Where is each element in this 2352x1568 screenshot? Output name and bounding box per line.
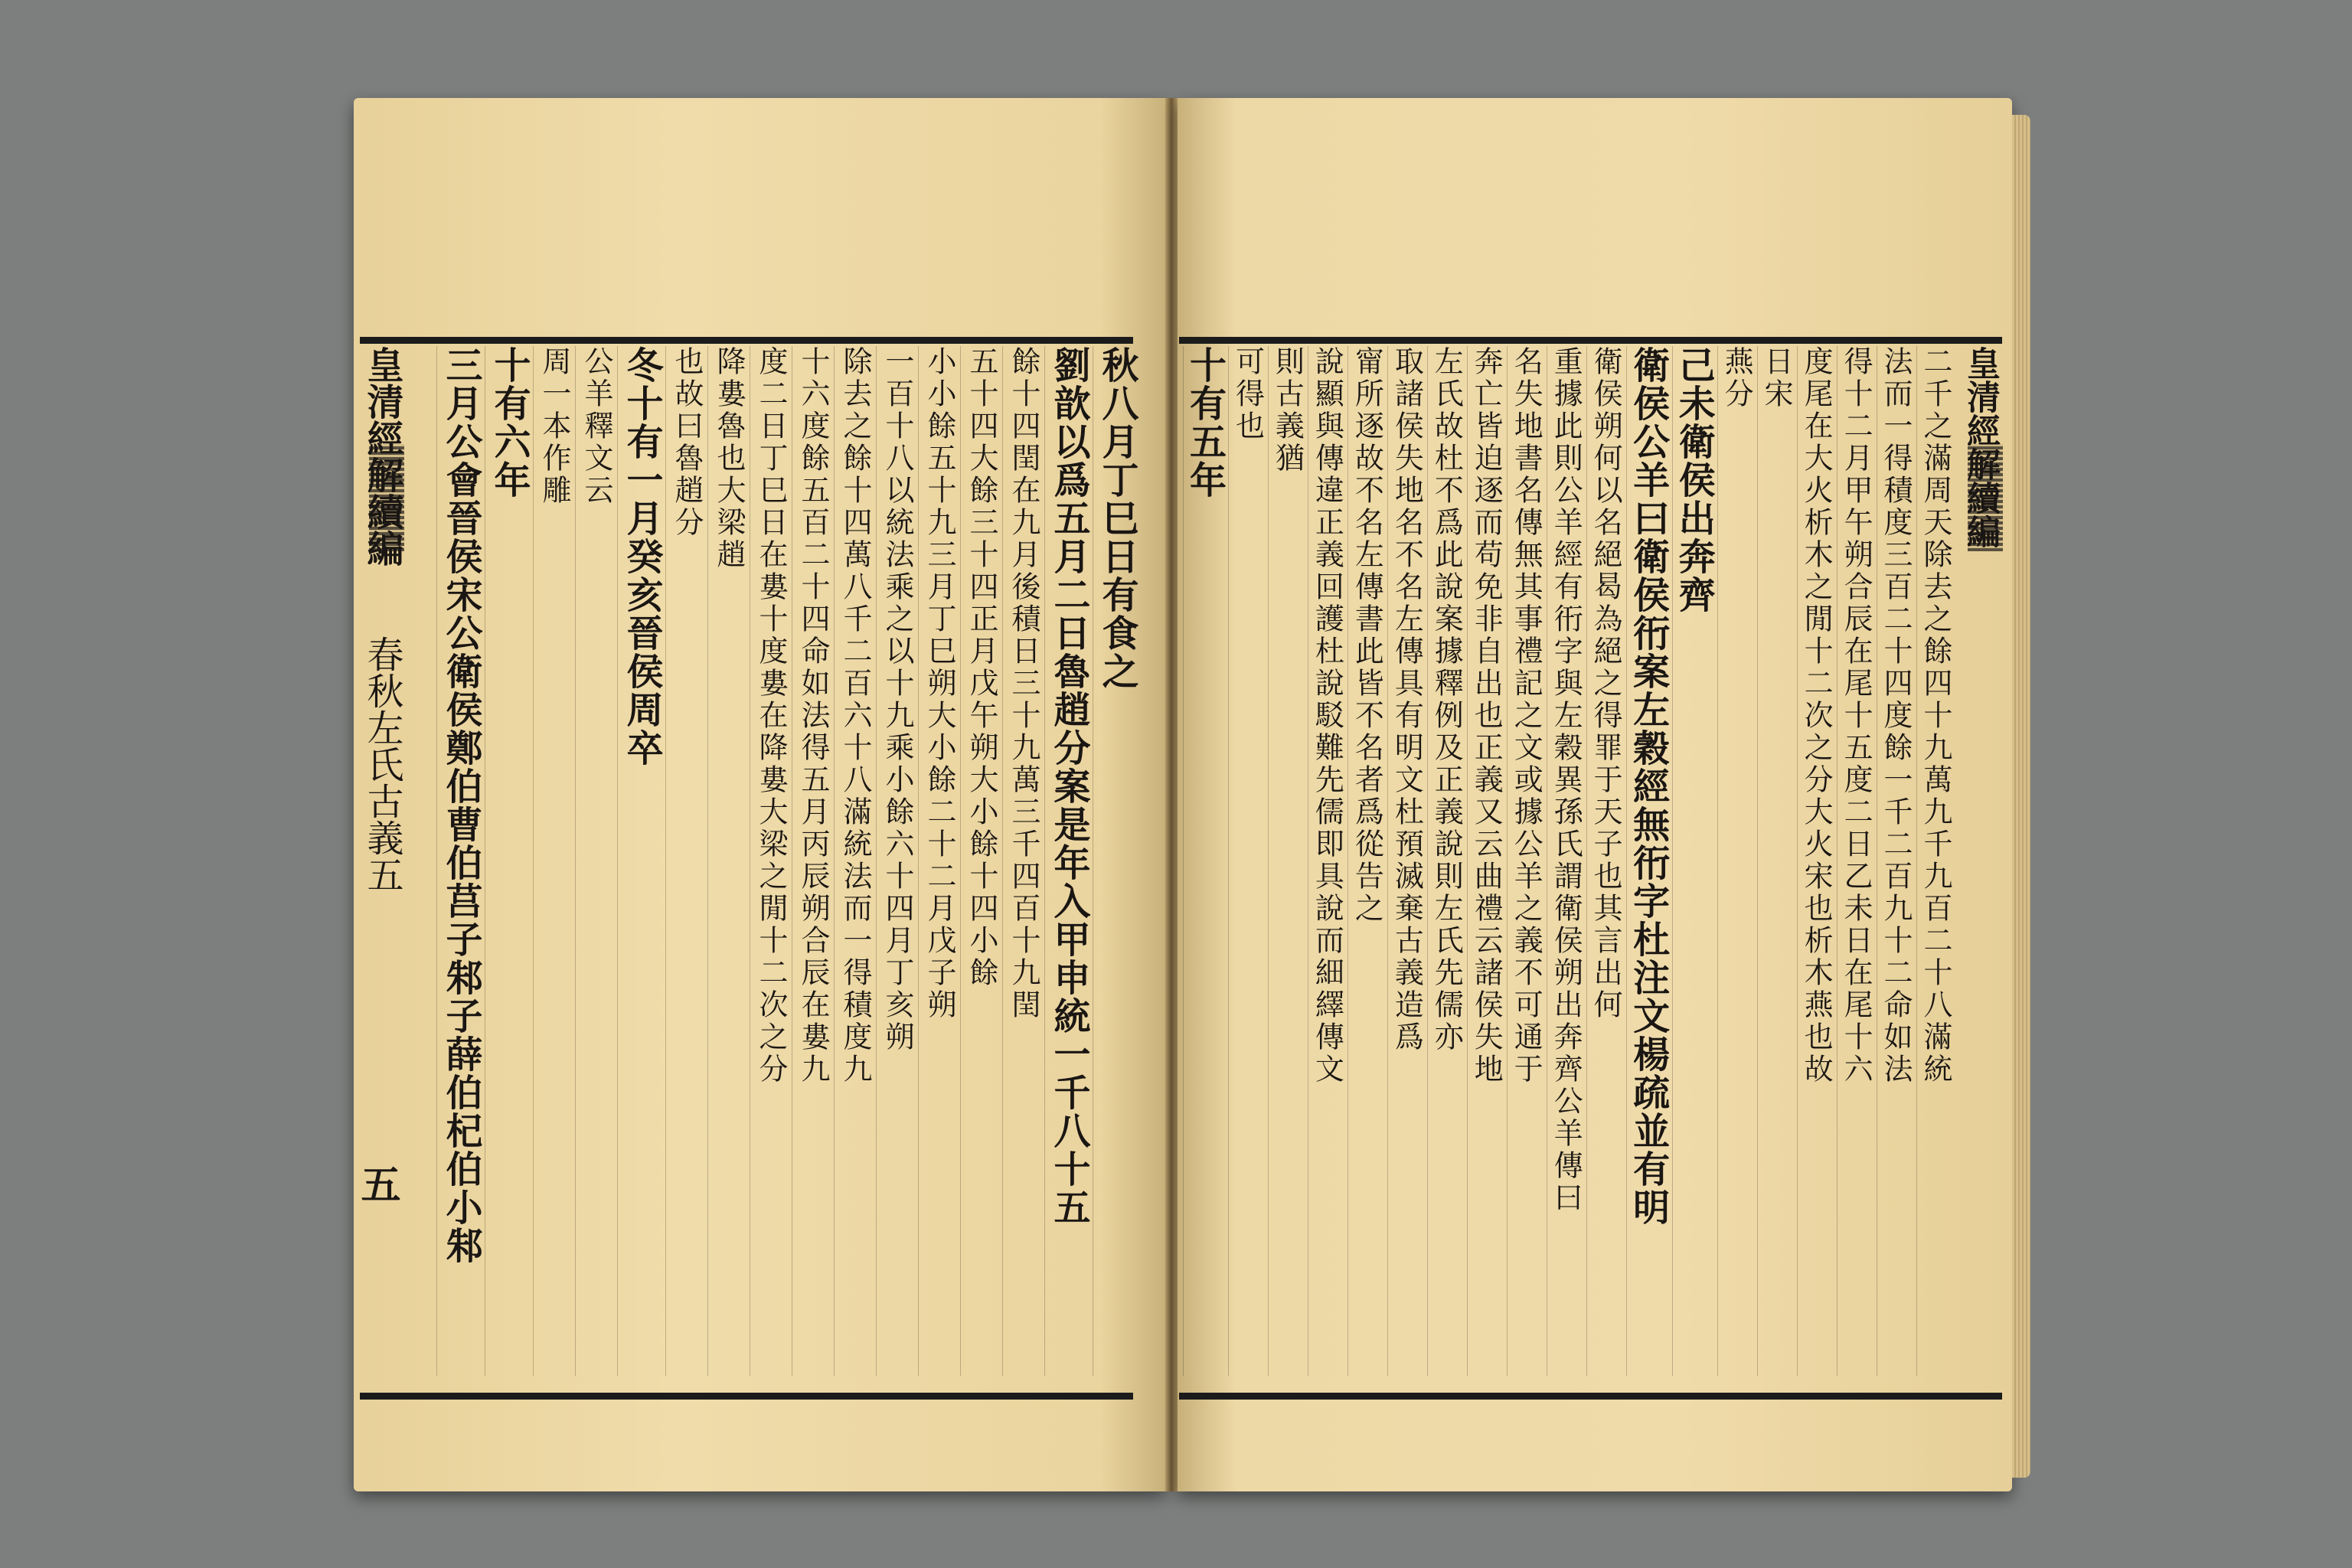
right-margin-title: 皇清經解續編 <box>1961 346 2000 548</box>
left-page-column: 一百十八以統法乘之以十九乘小餘六十四月丁亥朔 <box>876 346 918 1376</box>
left-page-column: 三月公會晉侯宋公衛侯鄭伯曹伯莒子邾子薛伯杞伯小邾 <box>436 346 485 1376</box>
right-page-column: 度尾在大火析木之閒十二次之分大火宋也析木燕也故 <box>1797 346 1837 1376</box>
right-page-column: 己未衛侯出奔齊 <box>1672 346 1718 1376</box>
left-page-column: 小小餘五十九三月丁巳朔大小餘二十二月戊子朔 <box>918 346 960 1376</box>
left-page-column: 周一本作雕 <box>533 346 575 1376</box>
right-page-column: 燕分 <box>1717 346 1757 1376</box>
right-page-column: 十有五年 <box>1183 346 1229 1376</box>
right-page-column: 甯所逐故不名左傳書此皆不名者爲從告之 <box>1348 346 1387 1376</box>
left-page-column: 五十四大餘三十四正月戊午朔大小餘十四小餘 <box>960 346 1002 1376</box>
book-gutter <box>1165 98 1178 1491</box>
right-page-column: 則古義猶 <box>1268 346 1308 1376</box>
left-page-column: 降婁魯也大梁趙 <box>707 346 750 1376</box>
right-text-columns <box>1183 346 2002 1376</box>
right-page-column: 重據此則公羊經有衎字與左穀異孫氏謂衛侯朔出奔齊公羊傳曰 <box>1547 346 1586 1376</box>
left-margin-title: 皇清經解續編 <box>361 346 403 567</box>
right-page-column: 名失地書名傳無其事禮記之文或據公羊之義不可通于 <box>1507 346 1547 1376</box>
right-page-column: 日宋 <box>1757 346 1797 1376</box>
left-page-column: 公羊釋文云 <box>575 346 617 1376</box>
page-edges <box>2012 115 2030 1478</box>
left-page-column: 除去之餘十四萬八千二百六十八滿統法而一得積度九 <box>834 346 876 1376</box>
left-page-column: 十有六年 <box>485 346 533 1376</box>
right-page-column: 得十二月甲午朔合辰在尾十五度二日乙未日在尾十六 <box>1837 346 1877 1376</box>
left-page-column: 秋八月丁巳日有食之 <box>1093 346 1141 1376</box>
right-page-column: 奔亡皆迫逐而苟免非自出也正義又云曲禮云諸侯失地 <box>1467 346 1507 1376</box>
left-page-column: 十六度餘五百二十四命如法得五月丙辰朔合辰在婁九 <box>792 346 834 1376</box>
left-page-column: 劉歆以爲五月二日魯趙分案是年入甲申統一千八十五 <box>1044 346 1093 1376</box>
left-page-column: 也故曰魯趙分 <box>665 346 707 1376</box>
right-page-column: 可得也 <box>1228 346 1268 1376</box>
right-page-column: 衛侯公羊曰衛侯衎案左穀經無衎字杜注文楊疏並有明 <box>1626 346 1672 1376</box>
left-text-columns <box>354 346 1141 1376</box>
left-folio-number: 五 <box>354 1164 400 1204</box>
left-page-column: 度二日丁巳日在婁十度婁在降婁大梁之閒十二次之分 <box>750 346 792 1376</box>
left-page-column: 冬十有一月癸亥晉侯周卒 <box>617 346 665 1376</box>
right-page-column: 衛侯朔何以名絕曷為絕之得罪于天子也其言出何 <box>1586 346 1626 1376</box>
right-page-column: 二千之滿周天除去之餘四十九萬九千九百二十八滿統 <box>1916 346 1956 1376</box>
right-page-column: 左氏故杜不爲此說案據釋例及正義說則左氏先儒亦 <box>1427 346 1467 1376</box>
right-page-column: 法而一得積度三百二十四度餘一千二百九十二命如法 <box>1877 346 1916 1376</box>
right-page-column: 取諸侯失地名不名左傳具有明文杜預滅棄古義造爲 <box>1387 346 1427 1376</box>
left-margin-subtitle: 春秋左氏古義五 <box>361 635 403 893</box>
left-page-column: 餘十四閏在九月後積日三十九萬三千四百十九閏 <box>1002 346 1044 1376</box>
right-page-column: 說顯與傳違正義回護杜說駁難先儒即具說而細繹傳文 <box>1308 346 1348 1376</box>
